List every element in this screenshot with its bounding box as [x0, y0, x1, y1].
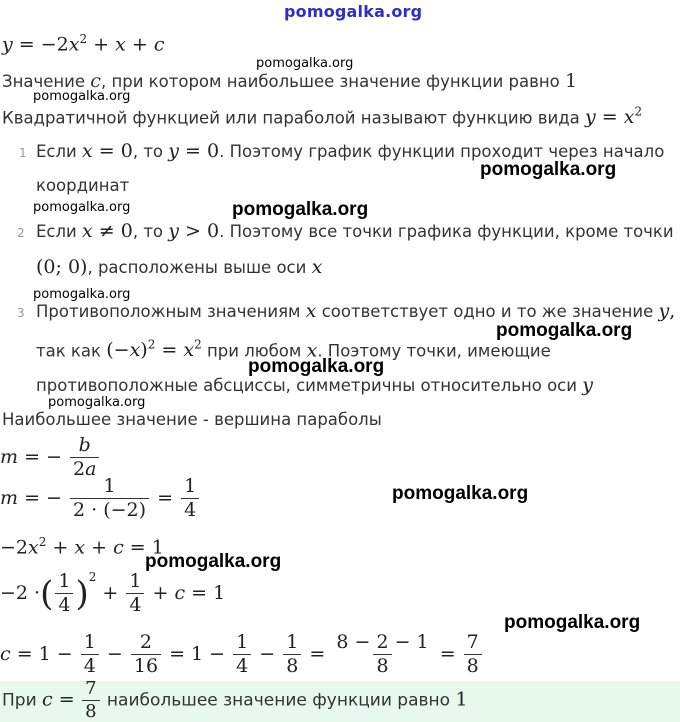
watermark: pomogalka.org — [392, 483, 529, 504]
definition-text: Квадратичной функцией или параболой называют функцию вида $y = x^2$ — [2, 105, 643, 129]
problem-statement: Значение c, при котором наибольшее значение функции равно 1 — [2, 70, 578, 92]
list-item: Если x ≠ 0, то y > 0. Поэтому все точки графика функции, кроме точки — [36, 220, 674, 242]
function-equation: $y = -2x^2 + x + c$ — [2, 32, 165, 56]
watermark: pomogalka.org — [248, 356, 385, 377]
watermark: pomogalka.org — [480, 159, 617, 180]
watermark-header[interactable]: pomogalka.org — [284, 2, 423, 21]
list-item-continuation: (0; 0), расположены выше оси x — [36, 256, 323, 278]
list-item-continuation: противоположные абсциссы, симметричны относительно оси y — [36, 374, 593, 396]
watermark: pomogalka.org — [33, 89, 131, 104]
list-number: 3 — [17, 306, 25, 320]
answer-text: При c = $\frac{7}{8}$ наибольшее значение функции равно 1 — [2, 678, 468, 722]
watermark: pomogalka.org — [232, 199, 369, 220]
formula-m-value: m = − $\frac{1}{2 \cdot (-2)}$ = $\frac{1}{4}$ — [0, 476, 201, 522]
formula-equation: $-2x^2 + x + c = 1$ — [0, 535, 164, 559]
formula-m: m = − $\frac{b}{2a}$ — [0, 435, 101, 481]
watermark: pomogalka.org — [33, 287, 131, 302]
list-item: Если x = 0, то y = 0. Поэтому график функции проходит через начало — [36, 140, 665, 162]
watermark: pomogalka.org — [504, 612, 641, 633]
list-number: 2 — [17, 226, 25, 240]
list-item-continuation: координат — [36, 176, 130, 195]
formula-substitution: −2 ·( $\frac{1}{4}$ )$^2$ + $\frac{1}{4}$ + c = 1 — [0, 570, 226, 617]
formula-solution: c = 1 − $\frac{1}{4}$ − $\frac{2}{16}$ = 1 − $\frac{1}{4}$ − $\frac{1}{8}$ = $\frac{8 - 2 - 1}{8}$ = $\frac{7}{8}$ — [0, 632, 484, 678]
watermark: pomogalka.org — [145, 551, 282, 572]
watermark: pomogalka.org — [496, 320, 633, 341]
list-number: 1 — [19, 146, 27, 160]
watermark: pomogalka.org — [256, 56, 354, 71]
list-item-continuation: так как $(-x)^2 = x^2$ при любом x. Поэтому точки, имеющие — [36, 338, 551, 362]
watermark: pomogalka.org — [48, 395, 146, 410]
section-heading: Наибольшее значение - вершина параболы — [2, 410, 382, 429]
list-item: Противоположным значениям x соответствует одно и то же значение y, — [36, 300, 676, 322]
watermark: pomogalka.org — [33, 200, 131, 215]
